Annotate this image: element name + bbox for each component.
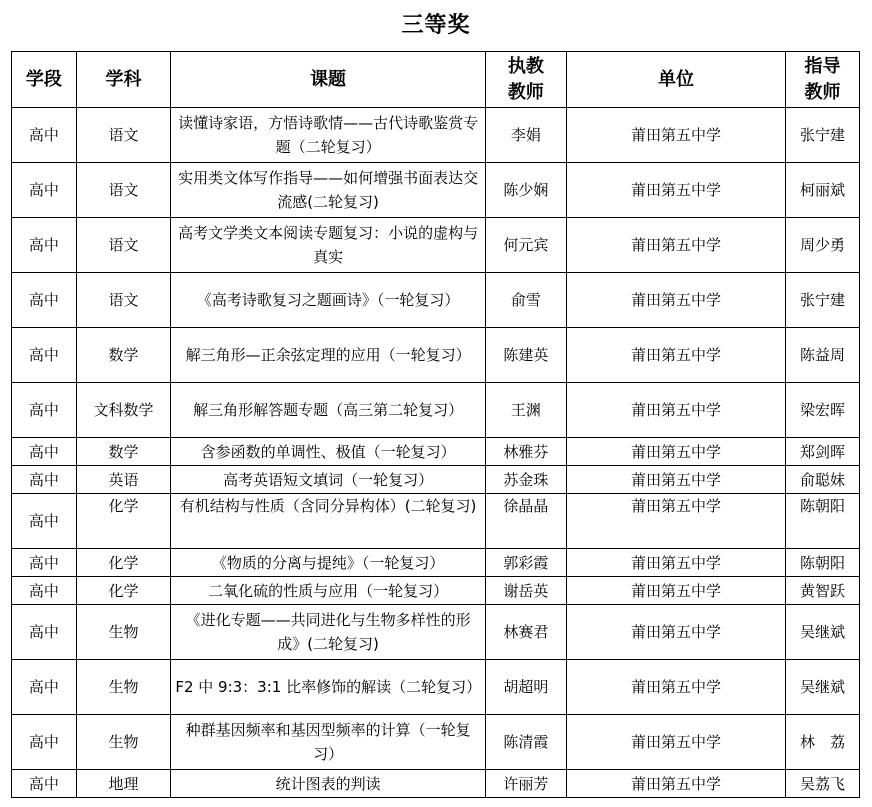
header-teacher: 执教 教师 <box>485 52 566 108</box>
cell-subject: 数学 <box>76 438 171 466</box>
table-row <box>12 108 860 163</box>
table-row <box>12 770 860 798</box>
cell-teacher: 谢岳英 <box>485 577 566 605</box>
cell-stage: 高中 <box>12 549 77 577</box>
cell-subject: 语文 <box>76 163 171 218</box>
cell-unit: 莆田第五中学 <box>567 383 786 438</box>
cell-teacher: 王渊 <box>485 383 566 438</box>
cell-stage: 高中 <box>12 383 77 438</box>
cell-subject: 语文 <box>76 108 171 163</box>
table-row <box>12 660 860 715</box>
cell-advisor: 郑剑晖 <box>785 438 859 466</box>
cell-unit: 莆田第五中学 <box>567 494 786 549</box>
cell-topic: 统计图表的判读 <box>171 770 486 798</box>
cell-subject: 地理 <box>76 770 171 798</box>
cell-topic: 种群基因频率和基因型频率的计算（一轮复习） <box>171 715 486 770</box>
cell-advisor: 陈朝阳 <box>785 494 859 549</box>
cell-advisor: 周少勇 <box>785 218 859 273</box>
cell-topic: 《进化专题——共同进化与生物多样性的形成》(二轮复习) <box>171 605 486 660</box>
cell-subject: 语文 <box>76 218 171 273</box>
cell-advisor: 陈益周 <box>785 328 859 383</box>
page-title: 三等奖 <box>401 12 471 38</box>
cell-unit: 莆田第五中学 <box>567 273 786 328</box>
cell-stage: 高中 <box>12 328 77 383</box>
cell-teacher: 林赛君 <box>485 605 566 660</box>
cell-unit: 莆田第五中学 <box>567 577 786 605</box>
cell-stage: 高中 <box>12 108 77 163</box>
table-row <box>12 549 860 577</box>
cell-topic: 实用类文体写作指导——如何增强书面表达交流感(二轮复习) <box>171 163 486 218</box>
cell-teacher: 郭彩霞 <box>485 549 566 577</box>
table-row <box>12 438 860 466</box>
cell-teacher: 陈清霞 <box>485 715 566 770</box>
table-row <box>12 466 860 494</box>
cell-teacher: 徐晶晶 <box>485 494 566 549</box>
cell-teacher: 胡超明 <box>485 660 566 715</box>
table-row <box>12 218 860 273</box>
cell-teacher: 苏金珠 <box>485 466 566 494</box>
cell-stage: 高中 <box>12 163 77 218</box>
cell-stage: 高中 <box>12 466 77 494</box>
cell-topic: 含参函数的单调性、极值（一轮复习） <box>171 438 486 466</box>
header-topic: 课题 <box>171 52 486 108</box>
cell-unit: 莆田第五中学 <box>567 466 786 494</box>
cell-topic: F2 中 9:3：3:1 比率修饰的解读（二轮复习） <box>171 660 486 715</box>
cell-topic: 《物质的分离与提纯》（一轮复习） <box>171 549 486 577</box>
cell-stage: 高中 <box>12 494 77 549</box>
table-row <box>12 577 860 605</box>
header-unit: 单位 <box>567 52 786 108</box>
cell-advisor: 俞聪妹 <box>785 466 859 494</box>
cell-teacher: 李娟 <box>485 108 566 163</box>
cell-topic: 解三角形—正余弦定理的应用（一轮复习） <box>171 328 486 383</box>
cell-subject: 语文 <box>76 273 171 328</box>
cell-subject: 数学 <box>76 328 171 383</box>
cell-unit: 莆田第五中学 <box>567 660 786 715</box>
table-row <box>12 163 860 218</box>
cell-advisor: 张宁建 <box>785 108 859 163</box>
cell-unit: 莆田第五中学 <box>567 770 786 798</box>
cell-advisor: 梁宏晖 <box>785 383 859 438</box>
cell-advisor: 黄智跃 <box>785 577 859 605</box>
header-stage: 学段 <box>12 52 77 108</box>
cell-stage: 高中 <box>12 715 77 770</box>
cell-advisor: 吴继斌 <box>785 605 859 660</box>
cell-advisor: 张宁建 <box>785 273 859 328</box>
cell-topic: 高考文学类文本阅读专题复习：小说的虚构与真实 <box>171 218 486 273</box>
cell-topic: 读懂诗家语，方悟诗歌情——古代诗歌鉴赏专题（二轮复习） <box>171 108 486 163</box>
cell-subject: 英语 <box>76 466 171 494</box>
table-row <box>12 328 860 383</box>
cell-topic: 《高考诗歌复习之题画诗》（一轮复习） <box>171 273 486 328</box>
table-row <box>12 273 860 328</box>
cell-advisor: 陈朝阳 <box>785 549 859 577</box>
cell-topic: 解三角形解答题专题（高三第二轮复习） <box>171 383 486 438</box>
cell-teacher: 林雅芬 <box>485 438 566 466</box>
cell-unit: 莆田第五中学 <box>567 163 786 218</box>
cell-advisor: 柯丽斌 <box>785 163 859 218</box>
cell-stage: 高中 <box>12 218 77 273</box>
cell-stage: 高中 <box>12 577 77 605</box>
cell-teacher: 俞雪 <box>485 273 566 328</box>
cell-teacher: 何元宾 <box>485 218 566 273</box>
table-row <box>12 383 860 438</box>
cell-unit: 莆田第五中学 <box>567 438 786 466</box>
cell-unit: 莆田第五中学 <box>567 715 786 770</box>
cell-topic: 有机结构与性质（含同分异构体）(二轮复习) <box>171 494 486 549</box>
cell-teacher: 陈建英 <box>485 328 566 383</box>
cell-stage: 高中 <box>12 605 77 660</box>
cell-unit: 莆田第五中学 <box>567 549 786 577</box>
cell-topic: 二氧化硫的性质与应用（一轮复习） <box>171 577 486 605</box>
cell-unit: 莆田第五中学 <box>567 605 786 660</box>
cell-topic: 高考英语短文填词（一轮复习） <box>171 466 486 494</box>
cell-subject: 化学 <box>76 494 171 549</box>
cell-subject: 化学 <box>76 577 171 605</box>
table-row <box>12 715 860 770</box>
cell-unit: 莆田第五中学 <box>567 328 786 383</box>
header-row <box>12 52 860 108</box>
cell-advisor: 吴继斌 <box>785 660 859 715</box>
cell-subject: 生物 <box>76 715 171 770</box>
cell-subject: 生物 <box>76 660 171 715</box>
header-subject: 学科 <box>76 52 171 108</box>
table-row <box>12 605 860 660</box>
table-row <box>12 494 860 549</box>
cell-stage: 高中 <box>12 770 77 798</box>
award-table <box>11 51 860 798</box>
cell-advisor: 吴荔飞 <box>785 770 859 798</box>
cell-stage: 高中 <box>12 273 77 328</box>
cell-stage: 高中 <box>12 438 77 466</box>
cell-subject: 生物 <box>76 605 171 660</box>
cell-stage: 高中 <box>12 660 77 715</box>
cell-subject: 化学 <box>76 549 171 577</box>
cell-advisor: 林 荔 <box>785 715 859 770</box>
header-advisor: 指导 教师 <box>785 52 859 108</box>
cell-subject: 文科数学 <box>76 383 171 438</box>
cell-unit: 莆田第五中学 <box>567 108 786 163</box>
cell-unit: 莆田第五中学 <box>567 218 786 273</box>
cell-teacher: 陈少娴 <box>485 163 566 218</box>
cell-teacher: 许丽芳 <box>485 770 566 798</box>
